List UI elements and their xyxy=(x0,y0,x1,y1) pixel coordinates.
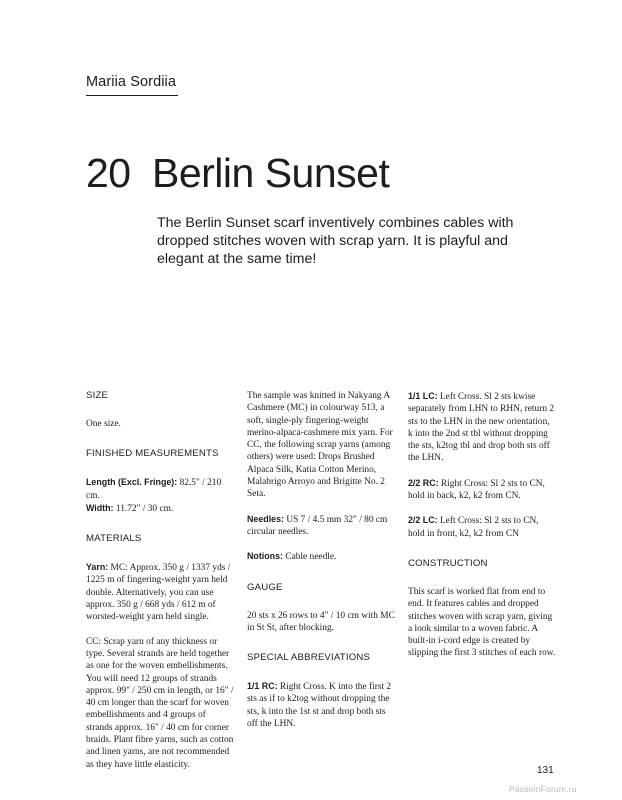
lc22-text: Left Cross: Sl 2 sts to CN, hold in front, k2, k2 from CN xyxy=(408,516,539,539)
needles-text: US 7 / 4.5 mm 32" / 80 cm circular needles. xyxy=(247,514,388,537)
abbrev-lc22 xyxy=(408,514,556,540)
length-value: 82.5" / 210 cm. xyxy=(86,478,222,501)
lc11-text: Left Cross. Sl 2 sts kwise separately from LHN to RHN, return 2 sts to the LHN in the new orientation, k into the 2nd st tbl without dropping the sts, k2tog tbl and drop both sts off the LHN. xyxy=(408,392,555,464)
watermark: PassionForum.ru xyxy=(509,784,577,794)
yarn-paragraph xyxy=(86,561,234,623)
column-left xyxy=(86,390,234,771)
finished-measurements-heading: FINISHED MEASUREMENTS xyxy=(86,448,219,460)
materials-heading: MATERIALS xyxy=(86,533,142,545)
width-value: 11.72" / 30 cm. xyxy=(115,503,174,514)
yarn-text: MC: Approx. 350 g / 1337 yds / 1225 m of fingering-weight yarn held double. Alternatively, you can use approx. 350 g / 668 yds / 612 m of worsted-weight yarn held single. xyxy=(86,563,231,623)
length-line xyxy=(86,476,234,502)
width-line xyxy=(86,502,234,515)
needles-paragraph xyxy=(247,513,395,539)
yarn-label: Yarn: xyxy=(86,562,109,573)
abbrev-lc11 xyxy=(408,390,556,465)
author-underline xyxy=(86,95,178,96)
needles-label: Needles: xyxy=(247,513,284,524)
intro-paragraph: The Berlin Sunset scarf inventively combines cables with dropped stitches woven with scrap yarn. It is playful and elegant at the same time! xyxy=(157,215,514,267)
page-number: 131 xyxy=(537,765,554,776)
pattern-title: Berlin Sunset xyxy=(152,150,390,196)
length-label: Length (Excl. Fringe): xyxy=(86,477,178,488)
abbrev-rc11 xyxy=(247,680,395,730)
size-heading: SIZE xyxy=(86,390,109,401)
rc22-text: Right Cross: Sl 2 sts to CN, hold in back, k2, k2 from CN. xyxy=(408,478,545,502)
special-abbreviations-heading: SPECIAL ABBREVIATIONS xyxy=(247,652,371,664)
rc22-label: 2/2 RC: xyxy=(408,477,439,488)
lc11-label: 1/1 LC: xyxy=(408,391,438,401)
notions-label: Notions: xyxy=(247,551,283,562)
rc11-text: Right Cross. K into the first 2 sts as if to k2tog without dropping the sts, k into the 1st st and drop both sts off the LHN. xyxy=(247,682,392,730)
cc-text: CC: Scrap yarn of any thickness or type. Several strands are held together as one for the woven embellishments. You will need 12 groups of strands approx. 99" / 250 cm in length, or 16" / 40 cm longer than the scarf for woven embellishments and 4 groups of strands approx. 16" / 40 cm for corner braids. Plant fibre yarns, such as cotton and linen yarns, are not recommended as they have little elasticity. xyxy=(86,636,234,770)
construction-heading: CONSTRUCTION xyxy=(408,557,488,569)
sample-paragraph: The sample was knitted in Nakyang A Cashmere (MC) in colourway 513, a soft, single-ply fingering-weight merino-alpaca-cashmere mix yarn. For CC, the following scrap yarns (among others) were used: Drops Brushed Alpaca Silk, Katia Cotton Merino, Malabrigo Arroyo and Brigitte No. 2 Seta. xyxy=(247,391,393,500)
gauge-text: 20 sts x 26 rows to 4" / 10 cm with MC in St St, after blocking. xyxy=(247,610,395,633)
width-label: Width: xyxy=(86,502,114,513)
author-name: Mariia Sordiia xyxy=(86,74,177,90)
rc11-label: 1/1 RC: xyxy=(247,681,278,692)
column-right xyxy=(408,390,556,660)
gauge-heading: GAUGE xyxy=(247,581,283,593)
size-text: One size. xyxy=(86,419,121,429)
notions-text: Cable needle. xyxy=(285,552,337,563)
notions-paragraph xyxy=(247,550,395,563)
pattern-number: 20 xyxy=(86,150,131,196)
lc22-label: 2/2 LC: xyxy=(408,515,438,526)
column-middle xyxy=(247,390,395,730)
abbrev-rc22 xyxy=(408,477,556,503)
cc-paragraph xyxy=(86,636,234,771)
construction-text: This scarf is worked flat from end to end. It features cables and dropped stitches woven with scrap yarn, giving a look similar to a woven fabric. A built-in i-cord edge is created by slipping the first 3 stitches of each row. xyxy=(408,586,556,659)
